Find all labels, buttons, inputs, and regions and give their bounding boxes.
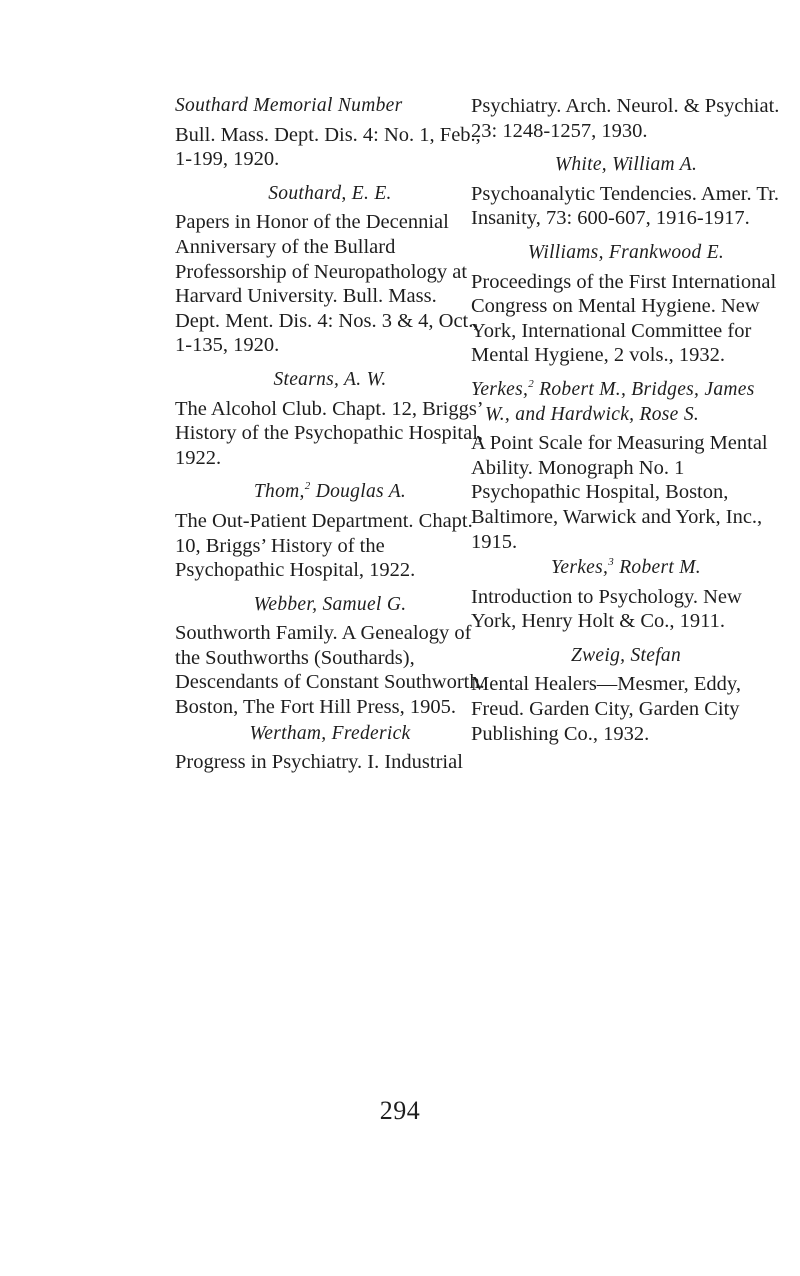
entry-body: Papers in Honor of the Decennial Anniversary of the Bullard Professorship of Neuropathology at Harvard University. Bull. Mass. Dept. Ment. Dis. 4: Nos. 3 & 4, Oct., 1-135, 1920. xyxy=(175,211,479,357)
entry-author: Zweig, Stefan xyxy=(570,644,682,666)
entry-author xyxy=(471,556,781,581)
entry-author: Stearns, A. W. xyxy=(273,368,387,390)
footnote-marker: 2 xyxy=(528,377,534,390)
author-name-rest: Douglas A. xyxy=(310,481,407,503)
right-column xyxy=(471,94,781,746)
footnote-marker: 3 xyxy=(608,556,615,569)
entry-author: Wertham, Frederick xyxy=(249,722,411,744)
entry-body: Progress in Psychiatry. I. Industrial xyxy=(175,751,463,774)
page-number: 294 xyxy=(379,1096,421,1125)
entry-body: Psychoanalytic Tendencies. Amer. Tr. Insanity, 73: 600-607, 1916-1917. xyxy=(471,182,779,230)
entry-author xyxy=(175,480,485,505)
entry-body: Introduction to Psychology. New York, Henry Holt & Co., 1911. xyxy=(471,585,742,633)
entry-author: White, William A. xyxy=(554,154,698,176)
author-name: Yerkes, xyxy=(551,557,609,579)
entry-body: Psychiatry. Arch. Neurol. & Psychiat. 23: 1248-1257, 1930. xyxy=(471,95,780,142)
entry-body: Mental Healers—Mesmer, Eddy, Freud. Garden City, Garden City Publishing Co., 1932. xyxy=(471,673,741,745)
entry-author xyxy=(471,378,781,427)
author-name: Thom, xyxy=(253,481,305,503)
entry-body: A Point Scale for Measuring Mental Ability. Monograph No. 1 Psychopathic Hospital, Boston, Baltimore, Warwick and York, Inc., 1915. xyxy=(471,432,768,553)
entry-body: Bull. Mass. Dept. Dis. 4: No. 1, Feb., 1-199, 1920. xyxy=(175,123,481,171)
entry-body: The Out-Patient Department. Chapt. 10, Briggs’ History of the Psychopathic Hospital, 1922. xyxy=(175,509,473,582)
entry-body: The Alcohol Club. Chapt. 12, Briggs’ History of the Psychopathic Hospital, 1922. xyxy=(175,397,484,469)
author-name-rest: Robert M., Bridges, James xyxy=(534,378,755,400)
author-name-rest: Robert M. xyxy=(614,557,701,579)
entry-author: Webber, Samuel G. xyxy=(253,593,407,615)
entry-body: Proceedings of the First International Congress on Mental Hygiene. New York, International Committee for Mental Hygiene, 2 vols., 1932. xyxy=(471,270,777,367)
entry-author: Williams, Frankwood E. xyxy=(527,241,725,263)
author-name: Yerkes, xyxy=(471,378,529,400)
entry-author: Southard, E. E. xyxy=(268,182,392,204)
footnote-marker: 2 xyxy=(304,480,311,493)
entry-body: Southworth Family. A Genealogy of the Southworths (Southards), Descendants of Constant Southworth. Boston, The Fort Hill Press, 1905. xyxy=(175,622,485,719)
author-name-line2: W., and Hardwick, Rose S. xyxy=(485,403,700,425)
running-head: Southard Memorial Number xyxy=(175,95,403,116)
left-column xyxy=(175,94,485,775)
